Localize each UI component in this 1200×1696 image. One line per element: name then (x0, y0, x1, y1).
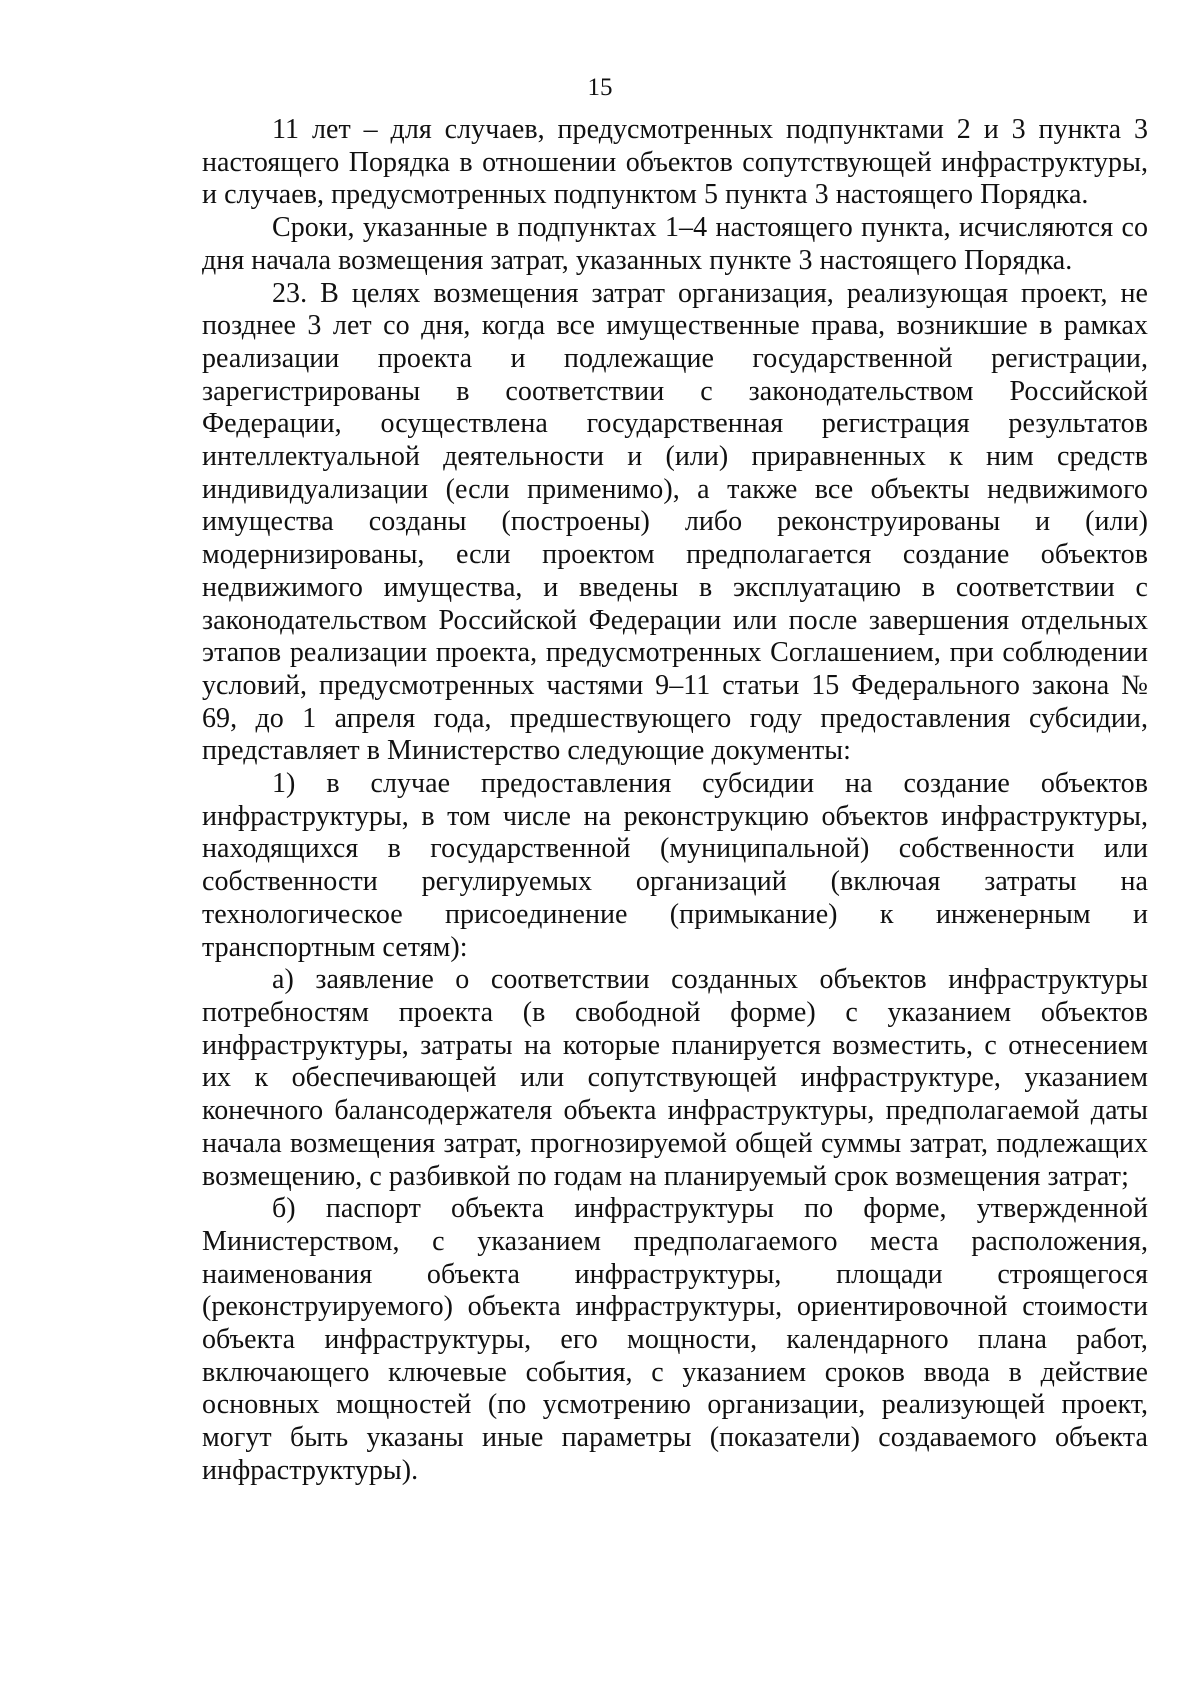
paragraph-subitem-1: 1) в случае предоставления субсидии на создание объектов инфраструктуры, в том числе на реконструкцию объектов инфраструктуры, находящихся в государственной (муниципальной) собственности или собственности регулируемых организаций (включая затраты на технологическое присоединение (примыкание) к инженерным и транспортным сетям): (202, 768, 1148, 963)
paragraph-item-23: 23. В целях возмещения затрат организация, реализующая проект, не позднее 3 лет со дня, когда все имущественные права, возникшие в рамках реализации проекта и подлежащие государственной регистрации, зарегистрированы в соответствии с законодательством Российской Федерации, осуществлена государственная регистрация результатов интеллектуальной деятельности и (или) приравненных к ним средств индивидуализации (если применимо), а также все объекты недвижимого имущества созданы (построены) либо реконструированы и (или) модернизированы, если проектом предполагается создание объектов недвижимого имущества, и введены в эксплуатацию в соответствии с законодательством Российской Федерации или после завершения отдельных этапов реализации проекта, предусмотренных Соглашением, при соблюдении условий, предусмотренных частями 9–11 статьи 15 Федерального закона № 69, до 1 апреля года, предшествующего году предоставления субсидии, представляет в Министерство следующие документы: (202, 277, 1148, 767)
page-number: 15 (587, 74, 613, 101)
paragraph-term-11-years: 11 лет – для случаев, предусмотренных подпунктами 2 и 3 пункта 3 настоящего Порядка в отношении объектов сопутствующей инфраструктуры, и случаев, предусмотренных подпунктом 5 пункта 3 настоящего Порядка. (202, 114, 1148, 211)
paragraph-subitem-b: б) паспорт объекта инфраструктуры по форме, утвержденной Министерством, с указанием предполагаемого места расположения, наименования объекта инфраструктуры, площади строящегося (реконструируемого) объекта инфраструктуры, ориентировочной стоимости объекта инфраструктуры, его мощности, календарного плана работ, включающего ключевые события, с указанием сроков ввода в действие основных мощностей (по усмотрению организации, реализующей проект, могут быть указаны иные параметры (показатели) создаваемого объекта инфраструктуры). (202, 1193, 1148, 1486)
paragraph-terms-calculation: Сроки, указанные в подпунктах 1–4 настоящего пункта, исчисляются со дня начала возмещения затрат, указанных пункте 3 настоящего Порядка. (202, 212, 1148, 276)
document-body (202, 114, 1148, 1488)
paragraph-subitem-a: а) заявление о соответствии созданных объектов инфраструктуры потребностям проекта (в свободной форме) с указанием объектов инфраструктуры, затраты на которые планируется возместить, с отнесением их к обеспечивающей или сопутствующей инфраструктуре, указанием конечного балансодержателя объекта инфраструктуры, предполагаемой даты начала возмещения затрат, прогнозируемой общей суммы затрат, подлежащих возмещению, с разбивкой по годам на планируемый срок возмещения затрат; (202, 964, 1148, 1192)
